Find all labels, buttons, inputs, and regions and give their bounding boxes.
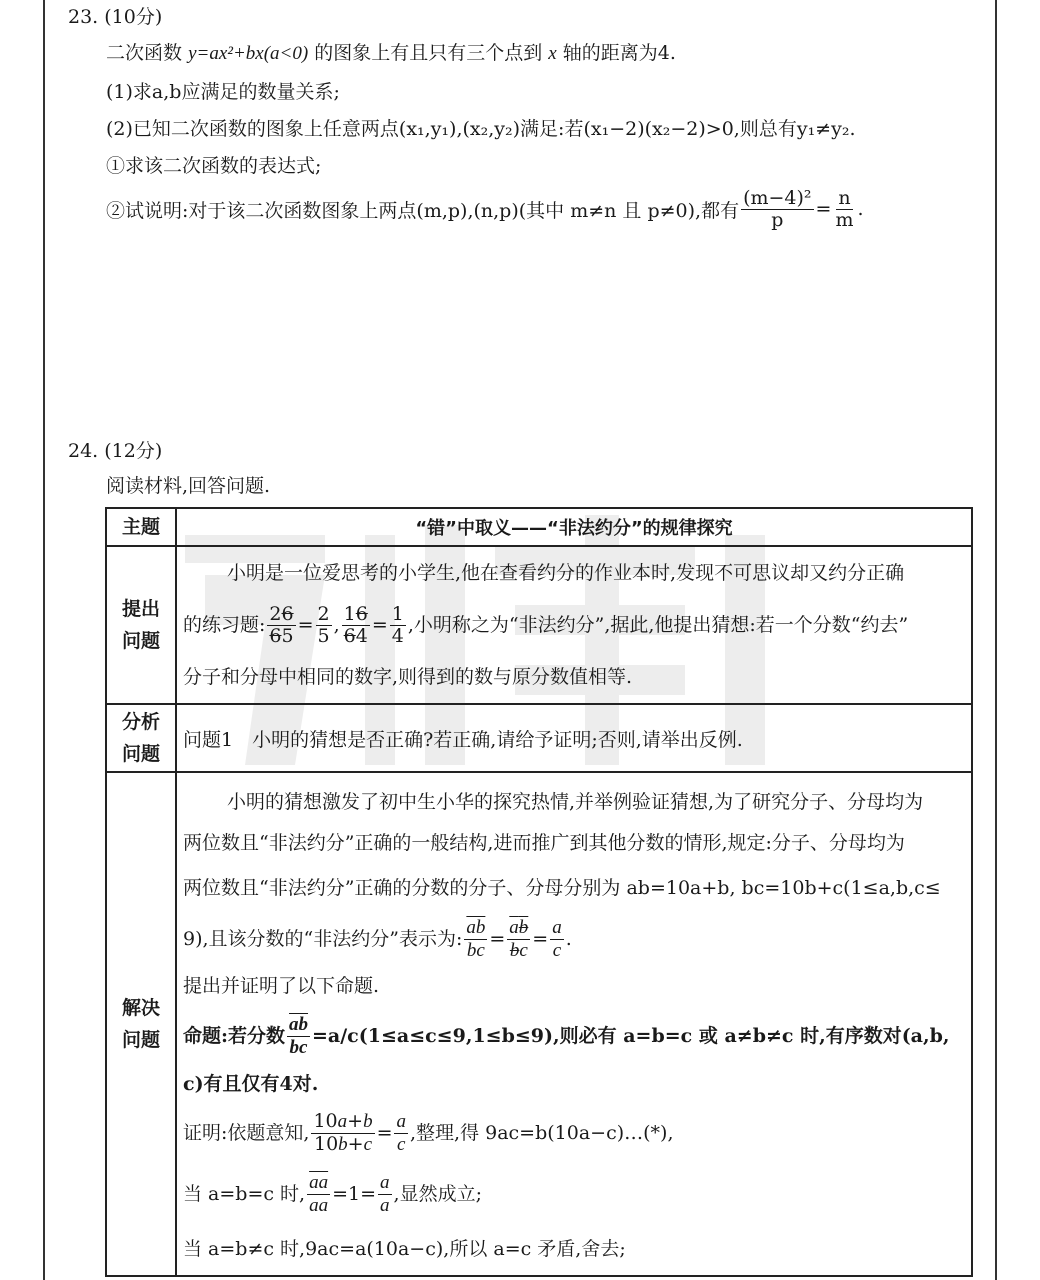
row3-line9: 当 a=b=c 时, $\frac{\overline{aa}}{aa}$ =1= $\frac{a}{a}$ ,显然成立; — [183, 1171, 482, 1216]
row1-label: 提出问题 — [106, 546, 176, 704]
row3-body — [176, 772, 972, 1276]
row3-line7: c)有且仅有4对. — [183, 1073, 319, 1095]
row1-line2: 的练习题: $\frac{26}{65}$ = $\frac{2}{5}$ , $\frac{16}{64}$ = $\frac{1}{4}$ ,小明称之为“非法约分”,据此,他提出猜想:若一个分数“约去” — [183, 599, 965, 651]
right-margin-line — [995, 0, 997, 1280]
row3-line6: 命题:若分数 $\frac{\overline{ab}}{bc}$ =a/c(1≤a≤c≤9,1≤b≤9),则必有 a=b=c 或 a≠b≠c 时,有序数对(a,b, — [183, 1013, 950, 1058]
q23-points: (10分) — [104, 6, 163, 28]
row3-line2: 两位数且“非法约分”正确的一般结构,进而推广到其他分数的情形,规定:分子、分母均为 — [183, 832, 905, 854]
q24-header — [68, 436, 162, 463]
material-table — [105, 507, 973, 1277]
illegal-reduction-example: $\frac{26}{65}$ = $\frac{2}{5}$ , $\frac{16}{64}$ = $\frac{1}{4}$ — [269, 602, 404, 647]
row1-body — [176, 546, 972, 704]
q23-sub1: ①求该二次函数的表达式; — [106, 155, 322, 177]
q23-part2: (2)已知二次函数的图象上任意两点(x₁,y₁),(x₂,y₂)满足:若(x₁−2)(x₂−2)>0,则总有y₁≠y₂. — [106, 118, 856, 140]
row2-body: 问题1 小明的猜想是否正确?若正确,请给予证明;否则,请举出反例. — [176, 704, 972, 772]
row3-line10: 当 a=b≠c 时,9ac=a(10a−c),所以 a=c 矛盾,舍去; — [183, 1238, 626, 1260]
row2-label: 分析问题 — [106, 704, 176, 772]
general-form: $\frac{\overline{ab}}{bc}$ = $\frac{ab}{bc}$ = $\frac{a}{c}$ . — [466, 916, 572, 961]
row1-line3: 分子和分母中相同的数字,则得到的数与原分数值相等. — [183, 666, 633, 688]
header-label: 主题 — [106, 508, 176, 546]
row3-line1: 小明的猜想激发了初中生小华的探究热情,并举例验证猜想,为了研究分子、分母均为 — [227, 791, 924, 813]
row1-line1: 小明是一位爱思考的小学生,他在查看约分的作业本时,发现不可思议却又约分正确 — [227, 562, 905, 584]
q23-stem: 二次函数 y=ax²+bx(a<0) 的图象上有且只有三个点到 x 轴的距离为4. — [106, 42, 676, 64]
row3-line5: 提出并证明了以下命题. — [183, 975, 380, 997]
q23-function: y=ax²+bx(a<0) — [188, 43, 309, 64]
q23-fraction-1: $\frac{\text{(m−4)²}}{p}$ — [743, 187, 812, 231]
q24-intro: 阅读材料,回答问题. — [106, 475, 271, 497]
header-title: “错”中取义——“非法约分”的规律探究 — [176, 508, 972, 546]
q23-header — [68, 2, 162, 29]
q23-number: 23. — [68, 6, 99, 28]
row3-line3: 两位数且“非法约分”正确的分数的分子、分母分别为 ab=10a+b, bc=10b+c(1≤a,b,c≤ — [183, 877, 941, 899]
row3-line4: 9),且该分数的“非法约分”表示为: $\frac{\overline{ab}}{bc}$ = $\frac{ab}{bc}$ = $\frac{a}{c}$ . — [183, 913, 965, 965]
row3-line8: 证明:依题意知, $\frac{10a+b}{10b+c}$ = $\frac{a}{c}$ ,整理,得 9ac=b(10a−c)…(*), — [183, 1109, 674, 1155]
q23-sub2: ②试说明:对于该二次函数图象上两点(m,p),(n,p)(其中 m≠n 且 p≠0),都有 $\frac{\text{(m−4)²}}{p}$ = $\frac{n}{m}$ . — [106, 187, 864, 231]
q24-number: 24. — [68, 440, 99, 462]
row3-label: 解决问题 — [106, 772, 176, 1276]
q23-part1: (1)求a,b应满足的数量关系; — [106, 81, 340, 103]
left-margin-line — [43, 0, 45, 1280]
q24-points: (12分) — [104, 440, 163, 462]
q23-fraction-2: $\frac{n}{m}$ — [835, 187, 854, 231]
